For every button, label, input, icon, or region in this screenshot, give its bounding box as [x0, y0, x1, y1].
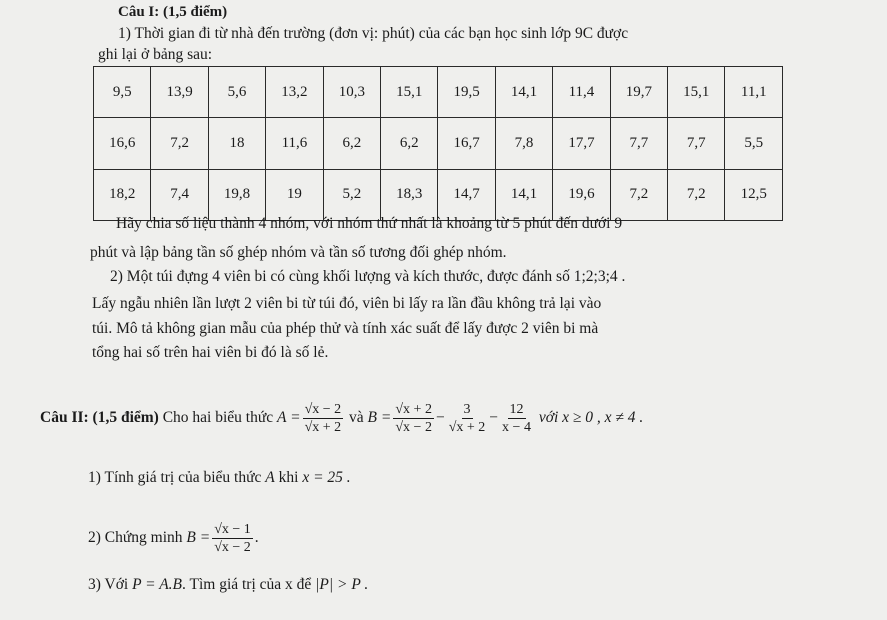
- q2-part1-var: A: [265, 469, 275, 486]
- q2-part3-mid: . Tìm giá trị của x để: [182, 576, 312, 593]
- travel-time-table: [93, 66, 783, 221]
- q1-part2-line3: túi. Mô tả không gian mẫu của phép thử và tính xác suất để lấy được 2 viên bi mà: [92, 320, 599, 337]
- table-cell: 7,4: [151, 169, 208, 220]
- q1-intro-line1: 1) Thời gian đi từ nhà đến trường (đơn vị: phút) của các bạn học sinh lớp 9C được: [118, 25, 629, 42]
- question-1-heading: Câu I: (1,5 điểm): [118, 4, 228, 20]
- q1-part2-line1: 2) Một túi đựng 4 viên bi có cùng khối lượng và kích thước, được đánh số 1;2;3;4 .: [110, 268, 626, 285]
- minus-sign: −: [489, 409, 499, 426]
- a-numerator: √x − 2: [304, 401, 342, 417]
- q1-task-line2: phút và lập bảng tần số ghép nhóm và tần số tương đối ghép nhóm.: [90, 244, 507, 261]
- q2-part1-text: 1) Tính giá trị của biểu thức: [88, 469, 262, 486]
- table-cell: 19,8: [208, 169, 265, 220]
- q2-part2: [88, 520, 259, 556]
- q2-part1: [88, 468, 351, 488]
- table-cell: 13,2: [266, 67, 323, 118]
- a-denominator: √x + 2: [304, 419, 342, 435]
- b-term1: [393, 401, 434, 436]
- table-cell: 5,5: [725, 118, 783, 169]
- table-cell: 14,7: [438, 169, 495, 220]
- table-cell: 7,7: [610, 118, 667, 169]
- q2-part1-when: khi: [278, 469, 299, 486]
- table-cell: 13,9: [151, 67, 208, 118]
- table-cell: 7,2: [668, 169, 725, 220]
- q2-part2-lhs: B =: [186, 529, 211, 546]
- q2-part3-text: 3) Với: [88, 576, 129, 593]
- q2-part2-numerator: √x − 1: [214, 521, 251, 537]
- b-term3-numerator: 12: [509, 401, 524, 417]
- table-cell: 7,7: [668, 118, 725, 169]
- q2-part2-text: 2) Chứng minh: [88, 529, 183, 546]
- table-cell: 7,2: [610, 169, 667, 220]
- table-cell: 19,5: [438, 67, 495, 118]
- table-cell: 6,2: [323, 118, 380, 169]
- q2-part3: [88, 575, 368, 595]
- q1-task-line1: Hãy chia số liệu thành 4 nhóm, với nhóm thứ nhất là khoảng từ 5 phút đến dưới 9: [116, 215, 623, 232]
- table-cell: 11,1: [725, 67, 783, 118]
- table-cell: 19: [266, 169, 323, 220]
- b-term1-denominator: √x − 2: [395, 419, 432, 435]
- a-fraction: [303, 401, 344, 436]
- b-term3: [500, 401, 533, 436]
- q2-part3-equation: P = A.B: [132, 576, 183, 593]
- q1-part2-line4: tổng hai số trên hai viên bi đó là số lẻ.: [92, 344, 329, 361]
- table-cell: 10,3: [323, 67, 380, 118]
- table-cell: 15,1: [668, 67, 725, 118]
- q2-part3-inequality: |P| > P .: [315, 576, 369, 593]
- b-lhs: B =: [367, 409, 392, 426]
- condition: với x ≥ 0 , x ≠ 4 .: [538, 409, 644, 426]
- table-cell: 12,5: [725, 169, 783, 220]
- table-cell: 18,2: [94, 169, 151, 220]
- table-cell: 7,8: [495, 118, 552, 169]
- table-cell: 16,7: [438, 118, 495, 169]
- question-2-heading: Câu II: (1,5 điểm): [40, 409, 159, 426]
- q2-lead: Cho hai biểu thức: [162, 409, 274, 426]
- q2-part2-end: .: [254, 529, 259, 546]
- a-lhs: A =: [277, 409, 301, 426]
- b-term2-numerator: 3: [463, 401, 471, 417]
- table-cell: 5,6: [208, 67, 265, 118]
- table-cell: 11,6: [266, 118, 323, 169]
- b-term2-denominator: √x + 2: [448, 419, 486, 435]
- q2-part1-value: x = 25 .: [302, 469, 351, 486]
- table-row: [94, 118, 783, 169]
- q2-part2-fraction: [212, 521, 253, 556]
- table-cell: 18,3: [381, 169, 438, 220]
- table-row: [94, 67, 783, 118]
- table-cell: 19,7: [610, 67, 667, 118]
- table-cell: 7,2: [151, 118, 208, 169]
- table-cell: 16,6: [94, 118, 151, 169]
- table-cell: 5,2: [323, 169, 380, 220]
- table-cell: 15,1: [381, 67, 438, 118]
- table-cell: 11,4: [553, 67, 610, 118]
- q2-statement: [40, 400, 643, 436]
- q1-intro-line2: ghi lại ở bảng sau:: [98, 46, 213, 63]
- table-cell: 17,7: [553, 118, 610, 169]
- table-cell: 14,1: [495, 67, 552, 118]
- table-cell: 14,1: [495, 169, 552, 220]
- q1-part2-line2: Lấy ngẫu nhiên lần lượt 2 viên bi từ túi đó, viên bi lấy ra lần đầu không trả lại vào: [92, 295, 602, 312]
- b-term2: [447, 401, 488, 436]
- b-term3-denominator: x − 4: [502, 419, 531, 435]
- table-row: [94, 169, 783, 220]
- b-term1-numerator: √x + 2: [395, 401, 432, 417]
- table-cell: 6,2: [381, 118, 438, 169]
- minus-sign: −: [435, 409, 445, 426]
- table-cell: 19,6: [553, 169, 610, 220]
- table-cell: 18: [208, 118, 265, 169]
- and-word: và: [349, 409, 364, 426]
- q2-part2-denominator: √x − 2: [214, 539, 251, 555]
- table-cell: 9,5: [94, 67, 151, 118]
